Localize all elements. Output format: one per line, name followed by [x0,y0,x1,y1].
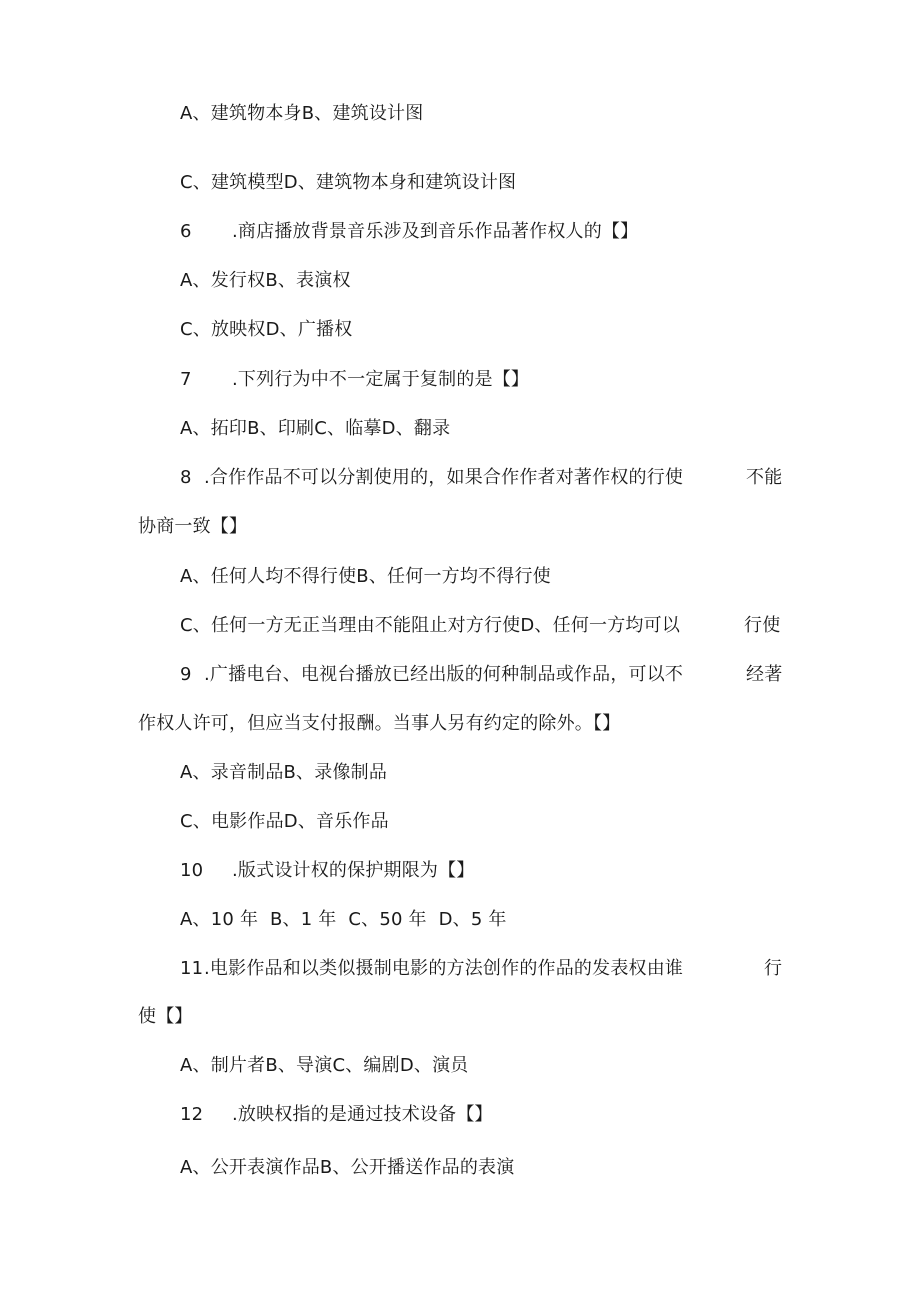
q9-text-line1: .广播电台、电视台播放已经出版的何种制品或作品，可以不 [204,664,684,685]
q6-number: 6 [180,221,192,242]
q11-question-line1 [180,957,683,981]
q11-text-line1: .电影作品和以类似摄制电影的方法创作的作品的发表权由谁 [204,958,684,979]
q7-question [180,368,529,392]
q11-number: 11 [180,958,204,979]
q12-text: .放映权指的是通过技术设备【】 [232,1104,493,1125]
q5-options-ab: A、建筑物本身B、建筑设计图 [180,103,424,124]
q8-text-line1: .合作作品不可以分割使用的，如果合作作者对著作权的行使 [204,467,684,488]
q8-text-line2: 协商一致【】 [138,516,248,537]
q10-options: A、10 年 B、1 年 C、50 年 D、5 年 [180,909,507,930]
q9-options-ab: A、录音制品B、录像制品 [180,762,388,783]
q10-text: .版式设计权的保护期限为【】 [232,860,475,881]
q6-options-ab: A、发行权B、表演权 [180,270,351,291]
q10-number: 10 [180,860,204,881]
q9-options-cd: C、电影作品D、音乐作品 [180,811,389,832]
q6-text: .商店播放背景音乐涉及到音乐作品著作权人的【】 [232,221,639,242]
q7-options: A、拓印B、印刷C、临摹D、翻录 [180,418,451,439]
q11-options: A、制片者B、导演C、编剧D、演员 [180,1055,469,1076]
q12-options-ab: A、公开表演作品B、公开播送作品的表演 [180,1157,515,1178]
q9-number: 9 [180,664,192,685]
q5-options-cd: C、建筑模型D、建筑物本身和建筑设计图 [180,172,517,193]
q8-question-line1 [180,466,683,490]
q11-text-line2: 使【】 [138,1006,193,1027]
q6-question [180,220,638,244]
q8-text-line1-end: 不能 [746,467,783,488]
q6-options-cd: C、放映权D、广播权 [180,319,353,340]
q12-number: 12 [180,1104,204,1125]
q8-options-cd-end: 行使 [744,615,781,636]
q11-text-line1-end: 行 [764,958,783,979]
q8-options-cd: C、任何一方无正当理由不能阻止对方行使D、任何一方均可以 [180,615,681,636]
q8-options-ab: A、任何人均不得行使B、任何一方均不得行使 [180,566,551,587]
q9-text-line2: 作权人许可，但应当支付报酬。当事人另有约定的除外。【】 [138,713,621,734]
q10-question [180,859,475,883]
q7-text: .下列行为中不一定属于复制的是【】 [232,369,530,390]
q7-number: 7 [180,369,192,390]
q8-number: 8 [180,467,192,488]
q9-question-line1 [180,663,683,687]
q9-text-line1-end: 经著 [746,664,783,685]
q12-question [180,1103,493,1127]
